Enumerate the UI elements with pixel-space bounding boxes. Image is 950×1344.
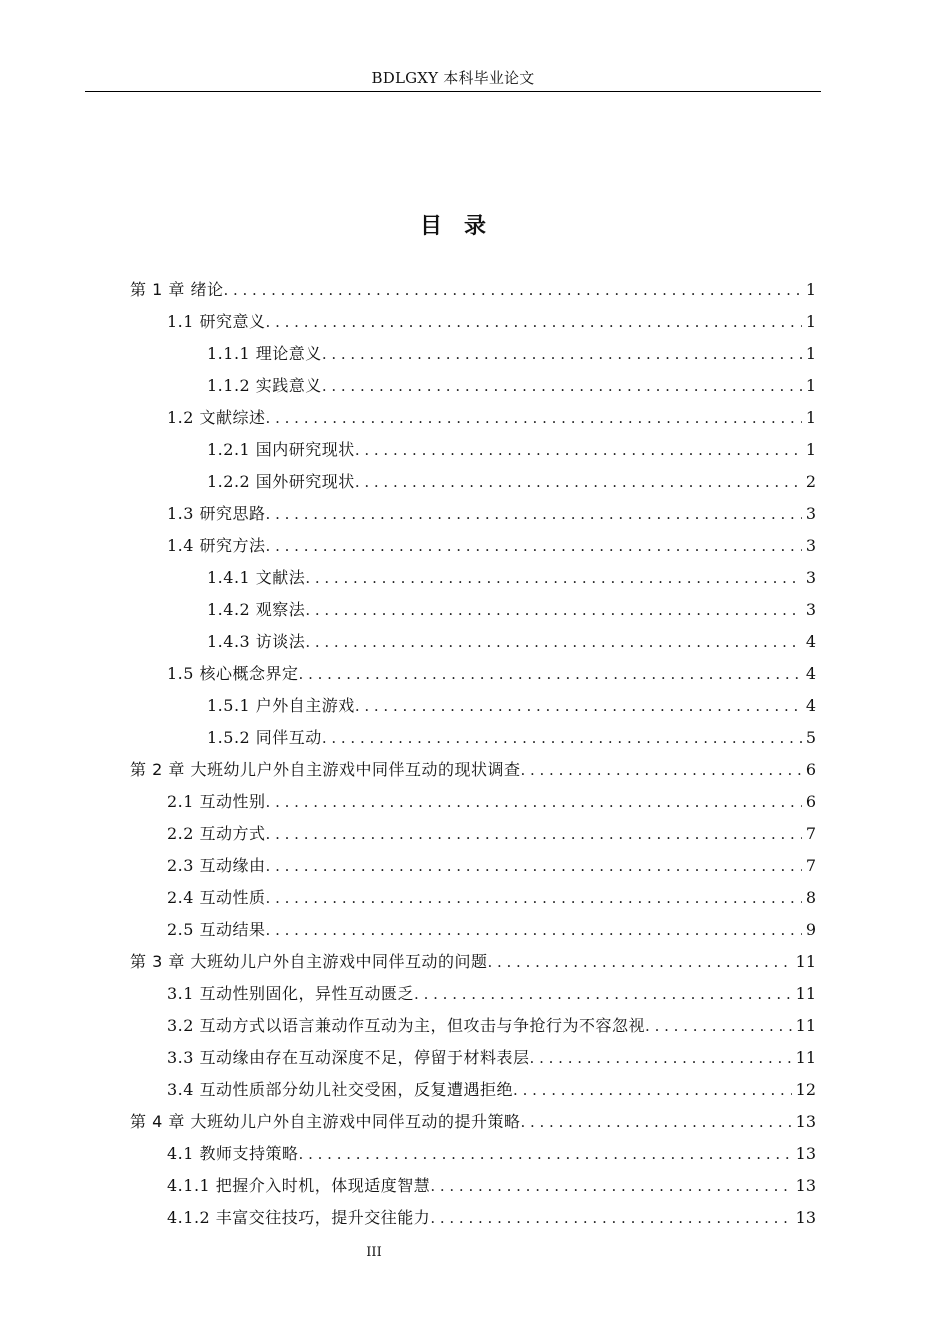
toc-dot-leader	[520, 1106, 791, 1138]
toc-entry[interactable]	[130, 434, 816, 466]
toc-entry-title: 1.2.2 国外研究现状	[207, 472, 355, 491]
toc-entry-page: 3	[805, 504, 816, 523]
toc-entry-title: 1.5 核心概念界定	[167, 664, 299, 683]
toc-entry-title: 3.4 互动性质部分幼儿社交受困，反复遭遇拒绝	[167, 1080, 514, 1099]
toc-entry-page: 1	[805, 440, 816, 459]
toc-entry-page: 13	[795, 1144, 816, 1163]
toc-dot-leader	[266, 786, 802, 818]
toc-entry[interactable]	[130, 658, 816, 690]
toc-entry-page: 13	[795, 1112, 816, 1131]
toc-dot-leader	[266, 306, 802, 338]
toc-entry-title: 1.4.1 文献法	[207, 568, 306, 587]
toc-entry-title: 1.4.2 观察法	[207, 600, 306, 619]
toc-entry-title: 第 2 章 大班幼儿户外自主游戏中同伴互动的现状调查	[130, 760, 521, 779]
toc-entry-page: 13	[795, 1208, 816, 1227]
toc-dot-leader	[355, 434, 802, 466]
toc-entry-title: 3.3 互动缘由存在互动深度不足，停留于材料表层	[167, 1048, 530, 1067]
toc-entry-title: 1.5.2 同伴互动	[207, 728, 322, 747]
toc-dot-leader	[266, 530, 802, 562]
toc-dot-leader	[355, 690, 802, 722]
toc-entry-page: 4	[805, 696, 816, 715]
toc-entry-title: 第 3 章 大班幼儿户外自主游戏中同伴互动的问题	[130, 952, 488, 971]
toc-dot-leader	[266, 498, 802, 530]
toc-entry-page: 1	[805, 280, 816, 299]
toc-entry-title: 1.1 研究意义	[167, 312, 266, 331]
toc-entry[interactable]	[130, 466, 816, 498]
toc-entry[interactable]	[130, 754, 816, 786]
toc-entry[interactable]	[130, 370, 816, 402]
toc-entry-title: 2.4 互动性质	[167, 888, 266, 907]
toc-dot-leader	[223, 274, 801, 306]
toc-entry[interactable]	[130, 914, 816, 946]
toc-entry[interactable]	[130, 1074, 816, 1106]
toc-entry-page: 9	[805, 920, 816, 939]
toc-entry[interactable]	[130, 722, 816, 754]
toc-entry-title: 第 1 章 绪论	[130, 280, 224, 299]
toc-entry-title: 1.1.1 理论意义	[207, 344, 322, 363]
toc-entry[interactable]	[130, 978, 816, 1010]
toc-dot-leader	[530, 1042, 792, 1074]
toc-entry[interactable]	[130, 946, 816, 978]
toc-dot-leader	[305, 626, 802, 658]
toc-dot-leader	[266, 818, 802, 850]
toc-entry[interactable]	[130, 306, 816, 338]
page-header: BDLGXY 本科毕业论文	[371, 69, 535, 87]
toc-entry-page: 4	[805, 664, 816, 683]
toc-dot-leader	[322, 370, 802, 402]
toc-entry-page: 3	[805, 568, 816, 587]
toc-entry[interactable]	[130, 498, 816, 530]
toc-entry-page: 6	[805, 792, 816, 811]
toc-entry-title: 4.1.1 把握介入时机，体现适度智慧	[167, 1176, 431, 1195]
toc-entry-page: 7	[805, 856, 816, 875]
toc-dot-leader	[266, 914, 802, 946]
toc-entry-page: 12	[795, 1080, 816, 1099]
toc-dot-leader	[322, 722, 802, 754]
toc-entry-title: 2.5 互动结果	[167, 920, 266, 939]
toc-entry[interactable]	[130, 1042, 816, 1074]
toc-entry-page: 2	[805, 472, 816, 491]
toc-entry[interactable]	[130, 338, 816, 370]
toc-entry-title: 3.2 互动方式以语言兼动作互动为主，但攻击与争抢行为不容忽视	[167, 1016, 646, 1035]
toc-entry[interactable]	[130, 818, 816, 850]
toc-dot-leader	[266, 402, 802, 434]
toc-dot-leader	[266, 882, 802, 914]
toc-entry[interactable]	[130, 786, 816, 818]
toc-entry-page: 5	[805, 728, 816, 747]
toc-entry-title: 1.5.1 户外自主游戏	[207, 696, 355, 715]
toc-entry-title: 2.1 互动性别	[167, 792, 266, 811]
toc-entry-title: 1.4.3 访谈法	[207, 632, 306, 651]
toc-dot-leader	[299, 1138, 792, 1170]
toc-dot-leader	[355, 466, 802, 498]
toc-entry[interactable]	[130, 1202, 816, 1234]
toc-entry-page: 1	[805, 408, 816, 427]
toc-entry-page: 7	[805, 824, 816, 843]
toc-entry-title: 1.2 文献综述	[167, 408, 266, 427]
toc-entry[interactable]	[130, 626, 816, 658]
header-rule	[85, 91, 821, 92]
toc-dot-leader	[266, 850, 802, 882]
toc-entry-page: 11	[795, 1048, 816, 1067]
toc-entry[interactable]	[130, 274, 816, 306]
toc-entry-title: 4.1.2 丰富交往技巧，提升交往能力	[167, 1208, 431, 1227]
toc-entry-title: 3.1 互动性别固化，异性互动匮乏	[167, 984, 415, 1003]
toc-entry-title: 2.3 互动缘由	[167, 856, 266, 875]
toc-dot-leader	[305, 594, 802, 626]
toc-dot-leader	[513, 1074, 792, 1106]
toc-entry-page: 8	[805, 888, 816, 907]
toc-entry[interactable]	[130, 1106, 816, 1138]
toc-dot-leader	[645, 1010, 792, 1042]
toc-dot-leader	[487, 946, 791, 978]
toc-entry-page: 11	[795, 1016, 816, 1035]
toc-dot-leader	[430, 1170, 791, 1202]
toc-entry-page: 1	[805, 312, 816, 331]
table-of-contents	[130, 274, 816, 1234]
toc-dot-leader	[299, 658, 802, 690]
toc-entry[interactable]	[130, 402, 816, 434]
toc-entry-page: 1	[805, 376, 816, 395]
toc-entry[interactable]	[130, 1138, 816, 1170]
toc-entry-page: 3	[805, 600, 816, 619]
toc-entry-page: 13	[795, 1176, 816, 1195]
toc-entry-title: 1.4 研究方法	[167, 536, 266, 555]
toc-entry[interactable]	[130, 850, 816, 882]
toc-entry-title: 4.1 教师支持策略	[167, 1144, 299, 1163]
toc-entry[interactable]	[130, 562, 816, 594]
toc-entry-title: 第 4 章 大班幼儿户外自主游戏中同伴互动的提升策略	[130, 1112, 521, 1131]
toc-entry-title: 1.2.1 国内研究现状	[207, 440, 355, 459]
toc-entry-page: 3	[805, 536, 816, 555]
toc-entry[interactable]	[130, 1010, 816, 1042]
toc-entry[interactable]	[130, 594, 816, 626]
toc-entry-title: 1.1.2 实践意义	[207, 376, 322, 395]
toc-entry-page: 11	[795, 952, 816, 971]
toc-entry-title: 2.2 互动方式	[167, 824, 266, 843]
toc-entry[interactable]	[130, 530, 816, 562]
page-number: III	[366, 1245, 382, 1260]
toc-entry-title: 1.3 研究思路	[167, 504, 266, 523]
toc-dot-leader	[322, 338, 802, 370]
toc-entry-page: 11	[795, 984, 816, 1003]
toc-entry-page: 4	[805, 632, 816, 651]
toc-title: 目录	[419, 214, 508, 239]
toc-entry-page: 6	[805, 760, 816, 779]
toc-entry[interactable]	[130, 882, 816, 914]
toc-dot-leader	[305, 562, 802, 594]
toc-dot-leader	[430, 1202, 791, 1234]
toc-entry[interactable]	[130, 690, 816, 722]
toc-entry[interactable]	[130, 1170, 816, 1202]
toc-entry-page: 1	[805, 344, 816, 363]
toc-dot-leader	[414, 978, 792, 1010]
toc-dot-leader	[520, 754, 801, 786]
